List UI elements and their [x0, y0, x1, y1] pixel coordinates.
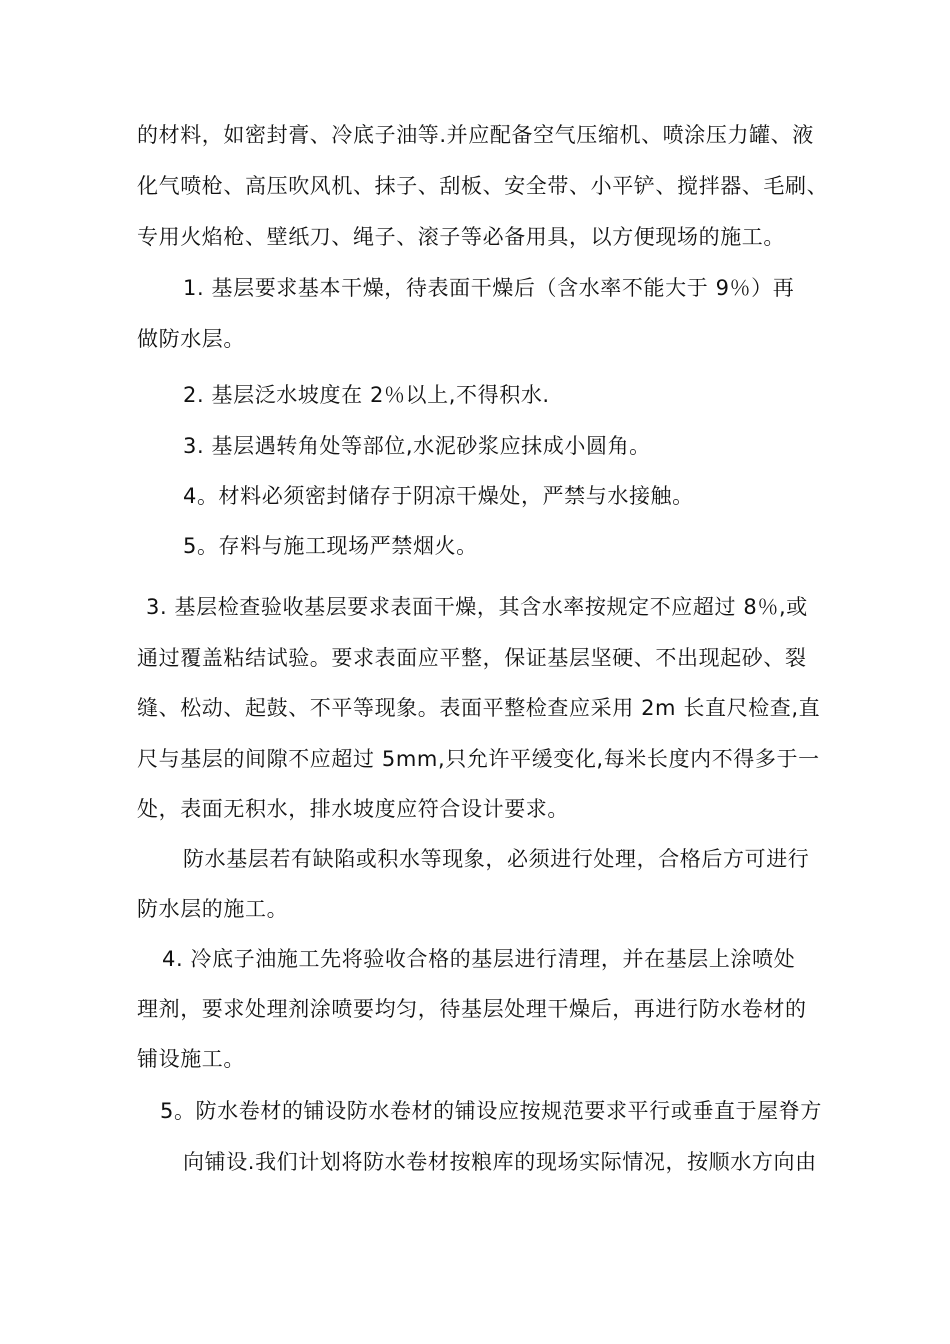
text-line: 5。防水卷材的铺设防水卷材的铺设应按规范要求平行或垂直于屋脊方 [160, 1099, 822, 1123]
text-line: 防水层的施工。 [137, 897, 289, 921]
text-line: 缝、松动、起鼓、不平等现象。表面平整检查应采用 2m 长直尺检查,直 [137, 696, 821, 720]
text-line: 专用火焰枪、壁纸刀、绳子、滚子等必备用具，以方便现场的施工。 [137, 225, 785, 249]
text-line: 3. 基层检查验收基层要求表面干燥，其含水率按规定不应超过 8％,或 [146, 595, 808, 619]
text-line: 处，表面无积水，排水坡度应符合设计要求。 [137, 797, 569, 821]
text-line: 尺与基层的间隙不应超过 5mm,只允许平缓变化,每米长度内不得多于一 [137, 747, 820, 771]
text-line: 5。存料与施工现场严禁烟火。 [183, 534, 478, 558]
text-line: 向铺设.我们计划将防水卷材按粮库的现场实际情况，按顺水方向由 [183, 1150, 817, 1174]
text-line: 防水基层若有缺陷或积水等现象，必须进行处理，合格后方可进行 [183, 847, 810, 871]
text-line: 通过覆盖粘结试验。要求表面应平整，保证基层坚硬、不出现起砂、裂 [137, 646, 807, 670]
text-line: 3. 基层遇转角处等部位,水泥砂浆应抹成小圆角。 [183, 434, 651, 458]
text-line: 的材料，如密封膏、冷底子油等.并应配备空气压缩机、喷涂压力罐、液 [137, 123, 814, 147]
text-line: 4. 冷底子油施工先将验收合格的基层进行清理，并在基层上涂喷处 [162, 947, 796, 971]
text-line: 做防水层。 [137, 327, 245, 351]
text-line: 化气喷枪、高压吹风机、抹子、刮板、安全带、小平铲、搅拌器、毛刷、 [137, 174, 829, 198]
text-line: 理剂，要求处理剂涂喷要均匀，待基层处理干燥后，再进行防水卷材的 [137, 997, 807, 1021]
text-line: 铺设施工。 [137, 1047, 245, 1071]
text-line: 2. 基层泛水坡度在 2％以上,不得积水. [183, 383, 550, 407]
text-line: 1. 基层要求基本干燥，待表面干燥后（含水率不能大于 9％）再 [183, 276, 795, 300]
text-line: 4。材料必须密封储存于阴凉干燥处，严禁与水接触。 [183, 484, 694, 508]
